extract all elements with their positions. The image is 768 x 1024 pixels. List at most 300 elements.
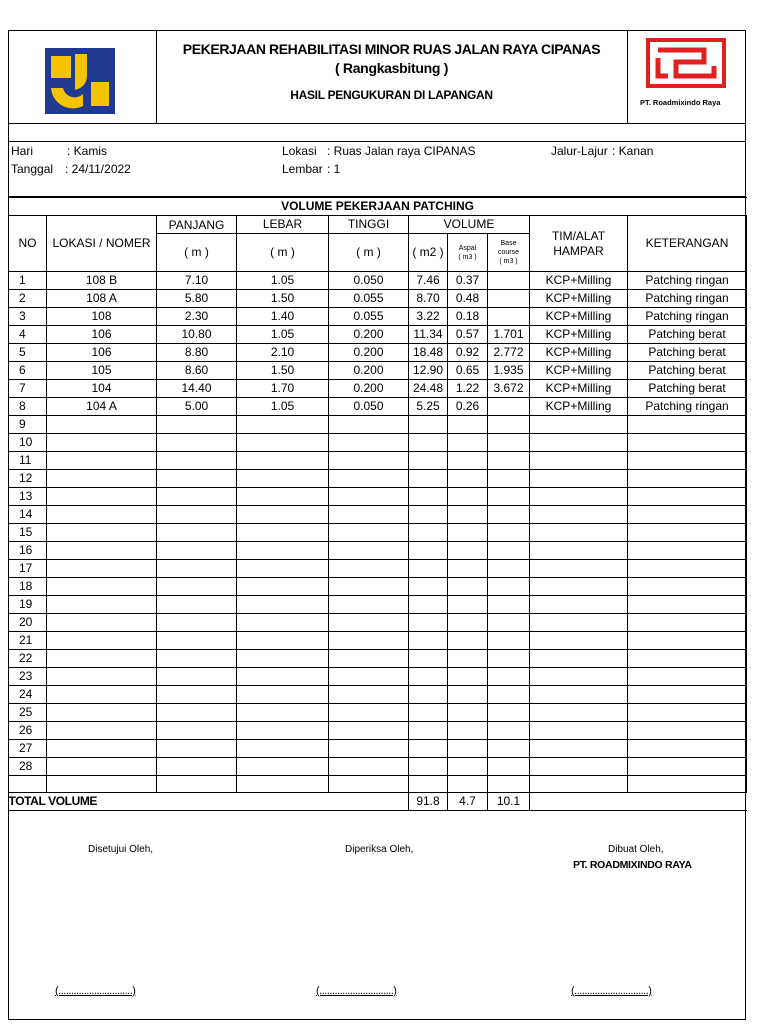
- row-lebar: [237, 614, 329, 632]
- table-row: [9, 470, 747, 488]
- row-panjang: 14.40: [157, 380, 237, 398]
- made-company: PT. ROADMIXINDO RAYA: [573, 859, 692, 871]
- row-panjang: [157, 470, 237, 488]
- row-tim: [530, 614, 628, 632]
- row-keterangan: [628, 668, 747, 686]
- hari-value: : Kamis: [67, 144, 108, 158]
- lokasi-value: : Ruas Jalan raya CIPANAS: [327, 144, 476, 158]
- row-lebar: [237, 596, 329, 614]
- header-aspal: [448, 234, 488, 272]
- header-lebar: LEBAR: [237, 216, 329, 234]
- lokasi-label: Lokasi: [282, 144, 317, 158]
- table-row: [9, 344, 747, 362]
- table-row: [9, 686, 747, 704]
- row-aspal: [448, 524, 488, 542]
- row-tinggi: [329, 542, 409, 560]
- row-lebar: [237, 416, 329, 434]
- row-tinggi: [329, 668, 409, 686]
- table-row: [9, 380, 747, 398]
- row-keterangan: [628, 578, 747, 596]
- row-lokasi: [47, 488, 157, 506]
- row-keterangan: [628, 614, 747, 632]
- row-tinggi: 0.200: [329, 362, 409, 380]
- row-aspal: [448, 542, 488, 560]
- row-panjang: [157, 596, 237, 614]
- table-row: [9, 542, 747, 560]
- row-keterangan: [628, 632, 747, 650]
- row-keterangan: Patching ringan: [628, 272, 747, 290]
- title-line-2: ( Rangkasbitung ): [334, 60, 449, 76]
- table-row: [9, 326, 747, 344]
- company-logo-icon: [646, 38, 726, 88]
- header-lebar-unit: ( m ): [237, 234, 329, 272]
- table-row: [9, 560, 747, 578]
- row-no: 7: [9, 380, 47, 398]
- row-no: 9: [9, 416, 47, 434]
- row-base: [488, 308, 530, 326]
- row-keterangan: Patching ringan: [628, 308, 747, 326]
- table-row: [9, 308, 747, 326]
- row-tinggi: [329, 506, 409, 524]
- row-aspal: 0.26: [448, 398, 488, 416]
- row-lebar: [237, 578, 329, 596]
- row-lokasi: [47, 722, 157, 740]
- row-lokasi: [47, 470, 157, 488]
- row-keterangan: [628, 506, 747, 524]
- row-panjang: [157, 560, 237, 578]
- row-m2: [409, 668, 448, 686]
- row-base: [488, 686, 530, 704]
- row-keterangan: [628, 470, 747, 488]
- header-m2-unit: ( m2 ): [409, 234, 448, 272]
- row-lokasi: [47, 632, 157, 650]
- row-lokasi: [47, 758, 157, 776]
- header-no: NO: [9, 216, 47, 272]
- row-panjang: [157, 416, 237, 434]
- row-base: [488, 524, 530, 542]
- row-aspal: 0.37: [448, 272, 488, 290]
- row-aspal: [448, 704, 488, 722]
- header-tim-alat: [530, 216, 628, 272]
- row-base: [488, 506, 530, 524]
- row-base: [488, 488, 530, 506]
- total-m2: 91.8: [409, 793, 448, 811]
- lembar-value: : 1: [327, 162, 341, 176]
- row-keterangan: [628, 704, 747, 722]
- row-tim: KCP+Milling: [530, 290, 628, 308]
- row-lebar: [237, 776, 329, 793]
- row-lokasi: [47, 434, 157, 452]
- made-signature-line: (.............................): [571, 985, 652, 997]
- row-tim: [530, 416, 628, 434]
- row-panjang: [157, 686, 237, 704]
- row-tim: [530, 542, 628, 560]
- row-base: [488, 272, 530, 290]
- row-lokasi: 104: [47, 380, 157, 398]
- row-base: [488, 434, 530, 452]
- row-keterangan: [628, 740, 747, 758]
- row-lokasi: 104 A: [47, 398, 157, 416]
- header-bottom-rule: [8, 123, 746, 124]
- row-keterangan: [628, 416, 747, 434]
- row-keterangan: Patching berat: [628, 344, 747, 362]
- row-keterangan: [628, 650, 747, 668]
- row-tinggi: [329, 614, 409, 632]
- row-panjang: 8.60: [157, 362, 237, 380]
- row-no: 4: [9, 326, 47, 344]
- row-base: [488, 758, 530, 776]
- row-tinggi: 0.200: [329, 326, 409, 344]
- row-lokasi: [47, 560, 157, 578]
- row-aspal: [448, 614, 488, 632]
- total-empty: [530, 793, 747, 811]
- row-no: 26: [9, 722, 47, 740]
- header-tim-line2: HAMPAR: [553, 243, 604, 258]
- table-row: [9, 740, 747, 758]
- row-m2: [409, 434, 448, 452]
- row-panjang: [157, 614, 237, 632]
- row-no: 20: [9, 614, 47, 632]
- row-aspal: [448, 686, 488, 704]
- info-top-rule: [8, 141, 746, 142]
- row-tim: [530, 722, 628, 740]
- row-lokasi: [47, 452, 157, 470]
- header-tim-line1: TIM/ALAT: [551, 228, 606, 243]
- row-lebar: [237, 452, 329, 470]
- row-lokasi: [47, 668, 157, 686]
- row-no: 21: [9, 632, 47, 650]
- row-tim: [530, 776, 628, 793]
- row-no: 23: [9, 668, 47, 686]
- table-body: [9, 272, 747, 793]
- row-tim: [530, 668, 628, 686]
- row-panjang: [157, 722, 237, 740]
- row-m2: [409, 524, 448, 542]
- row-lebar: 1.40: [237, 308, 329, 326]
- row-no: 15: [9, 524, 47, 542]
- total-base: 10.1: [488, 793, 530, 811]
- row-aspal: [448, 722, 488, 740]
- row-keterangan: [628, 686, 747, 704]
- row-no: 28: [9, 758, 47, 776]
- row-lebar: 1.50: [237, 290, 329, 308]
- row-tinggi: [329, 740, 409, 758]
- row-no: 24: [9, 686, 47, 704]
- row-tinggi: [329, 650, 409, 668]
- row-panjang: [157, 650, 237, 668]
- row-lokasi: [47, 578, 157, 596]
- row-base: 2.772: [488, 344, 530, 362]
- row-keterangan: [628, 560, 747, 578]
- row-lokasi: 106: [47, 326, 157, 344]
- header-base-course: [488, 234, 530, 272]
- row-m2: [409, 758, 448, 776]
- row-keterangan: [628, 488, 747, 506]
- patching-volume-table: [8, 197, 747, 811]
- row-keterangan: [628, 758, 747, 776]
- row-tinggi: [329, 452, 409, 470]
- header-panjang: PANJANG: [157, 216, 237, 234]
- row-base: 3.672: [488, 380, 530, 398]
- row-lebar: [237, 434, 329, 452]
- row-no: 22: [9, 650, 47, 668]
- row-tinggi: [329, 416, 409, 434]
- row-m2: 8.70: [409, 290, 448, 308]
- row-panjang: [157, 668, 237, 686]
- row-tim: [530, 740, 628, 758]
- row-lebar: 1.70: [237, 380, 329, 398]
- header-divider-right: [627, 30, 628, 123]
- row-tim: [530, 434, 628, 452]
- row-tim: [530, 524, 628, 542]
- row-base: [488, 290, 530, 308]
- row-lokasi: [47, 416, 157, 434]
- row-m2: [409, 560, 448, 578]
- row-m2: 11.34: [409, 326, 448, 344]
- row-aspal: [448, 470, 488, 488]
- row-m2: 5.25: [409, 398, 448, 416]
- row-lokasi: [47, 614, 157, 632]
- row-lebar: 2.10: [237, 344, 329, 362]
- row-panjang: [157, 578, 237, 596]
- row-lebar: [237, 488, 329, 506]
- row-keterangan: Patching berat: [628, 380, 747, 398]
- title-line-1: PEKERJAAN REHABILITASI MINOR RUAS JALAN RAYA CIPANAS: [182, 41, 601, 57]
- row-lokasi: [47, 506, 157, 524]
- row-lokasi: [47, 596, 157, 614]
- row-aspal: 0.92: [448, 344, 488, 362]
- row-aspal: 0.65: [448, 362, 488, 380]
- table-row: [9, 668, 747, 686]
- row-lokasi: [47, 740, 157, 758]
- table-row: [9, 614, 747, 632]
- row-m2: [409, 596, 448, 614]
- table-row: [9, 578, 747, 596]
- row-panjang: [157, 740, 237, 758]
- table-row: [9, 704, 747, 722]
- row-panjang: [157, 632, 237, 650]
- row-panjang: 5.00: [157, 398, 237, 416]
- row-base: [488, 560, 530, 578]
- row-keterangan: Patching berat: [628, 362, 747, 380]
- table-row: [9, 290, 747, 308]
- checked-signature-line: (.............................): [316, 985, 397, 997]
- section-title: VOLUME PEKERJAAN PATCHING: [9, 198, 747, 216]
- row-m2: [409, 452, 448, 470]
- row-aspal: [448, 668, 488, 686]
- row-keterangan: [628, 434, 747, 452]
- row-m2: [409, 632, 448, 650]
- table-row: [9, 632, 747, 650]
- header-base-line1: Base: [500, 240, 517, 247]
- row-no: 6: [9, 362, 47, 380]
- row-keterangan: [628, 542, 747, 560]
- row-base: [488, 614, 530, 632]
- row-base: [488, 776, 530, 793]
- row-aspal: 0.18: [448, 308, 488, 326]
- pu-logo-icon: [45, 48, 115, 114]
- row-keterangan: [628, 776, 747, 793]
- row-lebar: [237, 722, 329, 740]
- row-no: 10: [9, 434, 47, 452]
- row-no: 1: [9, 272, 47, 290]
- row-no: 25: [9, 704, 47, 722]
- row-base: [488, 452, 530, 470]
- row-no: 8: [9, 398, 47, 416]
- row-lebar: [237, 542, 329, 560]
- row-tim: [530, 578, 628, 596]
- row-base: [488, 578, 530, 596]
- row-panjang: 10.80: [157, 326, 237, 344]
- row-base: [488, 416, 530, 434]
- row-lokasi: [47, 542, 157, 560]
- header-aspal-line1: Aspal: [458, 244, 477, 252]
- table-row: [9, 650, 747, 668]
- row-tinggi: [329, 524, 409, 542]
- table-row: [9, 362, 747, 380]
- row-panjang: 8.80: [157, 344, 237, 362]
- row-panjang: [157, 524, 237, 542]
- row-aspal: [448, 596, 488, 614]
- row-keterangan: [628, 596, 747, 614]
- row-tinggi: [329, 758, 409, 776]
- row-aspal: [448, 776, 488, 793]
- row-keterangan: [628, 452, 747, 470]
- row-tim: [530, 506, 628, 524]
- row-base: [488, 596, 530, 614]
- row-aspal: [448, 434, 488, 452]
- row-m2: [409, 614, 448, 632]
- lembar-label: Lembar: [282, 162, 323, 176]
- row-tinggi: [329, 488, 409, 506]
- row-panjang: [157, 542, 237, 560]
- row-tim: [530, 452, 628, 470]
- row-tinggi: [329, 686, 409, 704]
- table-row: [9, 596, 747, 614]
- total-aspal: 4.7: [448, 793, 488, 811]
- row-m2: 24.48: [409, 380, 448, 398]
- header-tinggi: TINGGI: [329, 216, 409, 234]
- row-lebar: [237, 704, 329, 722]
- row-lokasi: [47, 704, 157, 722]
- row-tinggi: 0.055: [329, 290, 409, 308]
- row-tim: [530, 704, 628, 722]
- row-tinggi: 0.050: [329, 272, 409, 290]
- row-no: 17: [9, 560, 47, 578]
- row-m2: [409, 686, 448, 704]
- row-base: [488, 722, 530, 740]
- row-lokasi: 108 B: [47, 272, 157, 290]
- row-aspal: [448, 506, 488, 524]
- row-panjang: 2.30: [157, 308, 237, 326]
- row-no: 12: [9, 470, 47, 488]
- row-tinggi: [329, 632, 409, 650]
- row-tim: KCP+Milling: [530, 326, 628, 344]
- header-volume: VOLUME: [409, 216, 530, 234]
- row-tinggi: 0.050: [329, 398, 409, 416]
- row-lebar: 1.05: [237, 326, 329, 344]
- header-keterangan: KETERANGAN: [628, 216, 747, 272]
- tanggal-label: Tanggal: [11, 162, 54, 176]
- row-no: 5: [9, 344, 47, 362]
- row-panjang: [157, 758, 237, 776]
- row-tinggi: [329, 434, 409, 452]
- row-m2: [409, 506, 448, 524]
- row-lebar: 1.05: [237, 398, 329, 416]
- row-no: 27: [9, 740, 47, 758]
- row-no: 18: [9, 578, 47, 596]
- header-lokasi: LOKASI / NOMER: [47, 216, 157, 272]
- row-m2: [409, 722, 448, 740]
- header-tinggi-unit: ( m ): [329, 234, 409, 272]
- row-lebar: [237, 632, 329, 650]
- row-keterangan: Patching ringan: [628, 398, 747, 416]
- row-aspal: 0.57: [448, 326, 488, 344]
- row-panjang: [157, 488, 237, 506]
- row-tinggi: 0.055: [329, 308, 409, 326]
- row-no: [9, 776, 47, 793]
- row-base: [488, 740, 530, 758]
- row-m2: 7.46: [409, 272, 448, 290]
- row-panjang: 5.80: [157, 290, 237, 308]
- row-m2: [409, 650, 448, 668]
- row-m2: [409, 416, 448, 434]
- row-aspal: [448, 632, 488, 650]
- row-lokasi: [47, 524, 157, 542]
- row-lebar: [237, 524, 329, 542]
- row-aspal: [448, 758, 488, 776]
- row-tim: KCP+Milling: [530, 308, 628, 326]
- row-keterangan: Patching berat: [628, 326, 747, 344]
- row-aspal: [448, 578, 488, 596]
- hari-label: Hari: [11, 144, 34, 158]
- row-lokasi: 108 A: [47, 290, 157, 308]
- row-lebar: [237, 560, 329, 578]
- table-row: [9, 398, 747, 416]
- row-tim: [530, 758, 628, 776]
- row-lebar: 1.05: [237, 272, 329, 290]
- row-panjang: [157, 776, 237, 793]
- row-m2: [409, 578, 448, 596]
- row-aspal: 0.48: [448, 290, 488, 308]
- row-aspal: [448, 416, 488, 434]
- row-aspal: 1.22: [448, 380, 488, 398]
- header-base-line3: ( m3 ): [499, 258, 518, 265]
- row-m2: [409, 704, 448, 722]
- row-lokasi: [47, 776, 157, 793]
- approved-label: Disetujui Oleh,: [88, 844, 154, 855]
- table-row: [9, 524, 747, 542]
- row-base: [488, 398, 530, 416]
- row-base: 1.935: [488, 362, 530, 380]
- row-lebar: [237, 686, 329, 704]
- header-base-line2: course: [497, 249, 519, 256]
- row-tim: [530, 686, 628, 704]
- row-tinggi: 0.200: [329, 344, 409, 362]
- table-row: [9, 434, 747, 452]
- row-base: 1.701: [488, 326, 530, 344]
- row-tim: [530, 650, 628, 668]
- row-lebar: [237, 668, 329, 686]
- row-tim: [530, 560, 628, 578]
- row-aspal: [448, 452, 488, 470]
- jalur-value: : Kanan: [612, 144, 654, 158]
- row-lokasi: [47, 686, 157, 704]
- row-tim: [530, 470, 628, 488]
- row-tinggi: [329, 704, 409, 722]
- row-m2: [409, 776, 448, 793]
- made-label: Dibuat Oleh,: [608, 844, 664, 855]
